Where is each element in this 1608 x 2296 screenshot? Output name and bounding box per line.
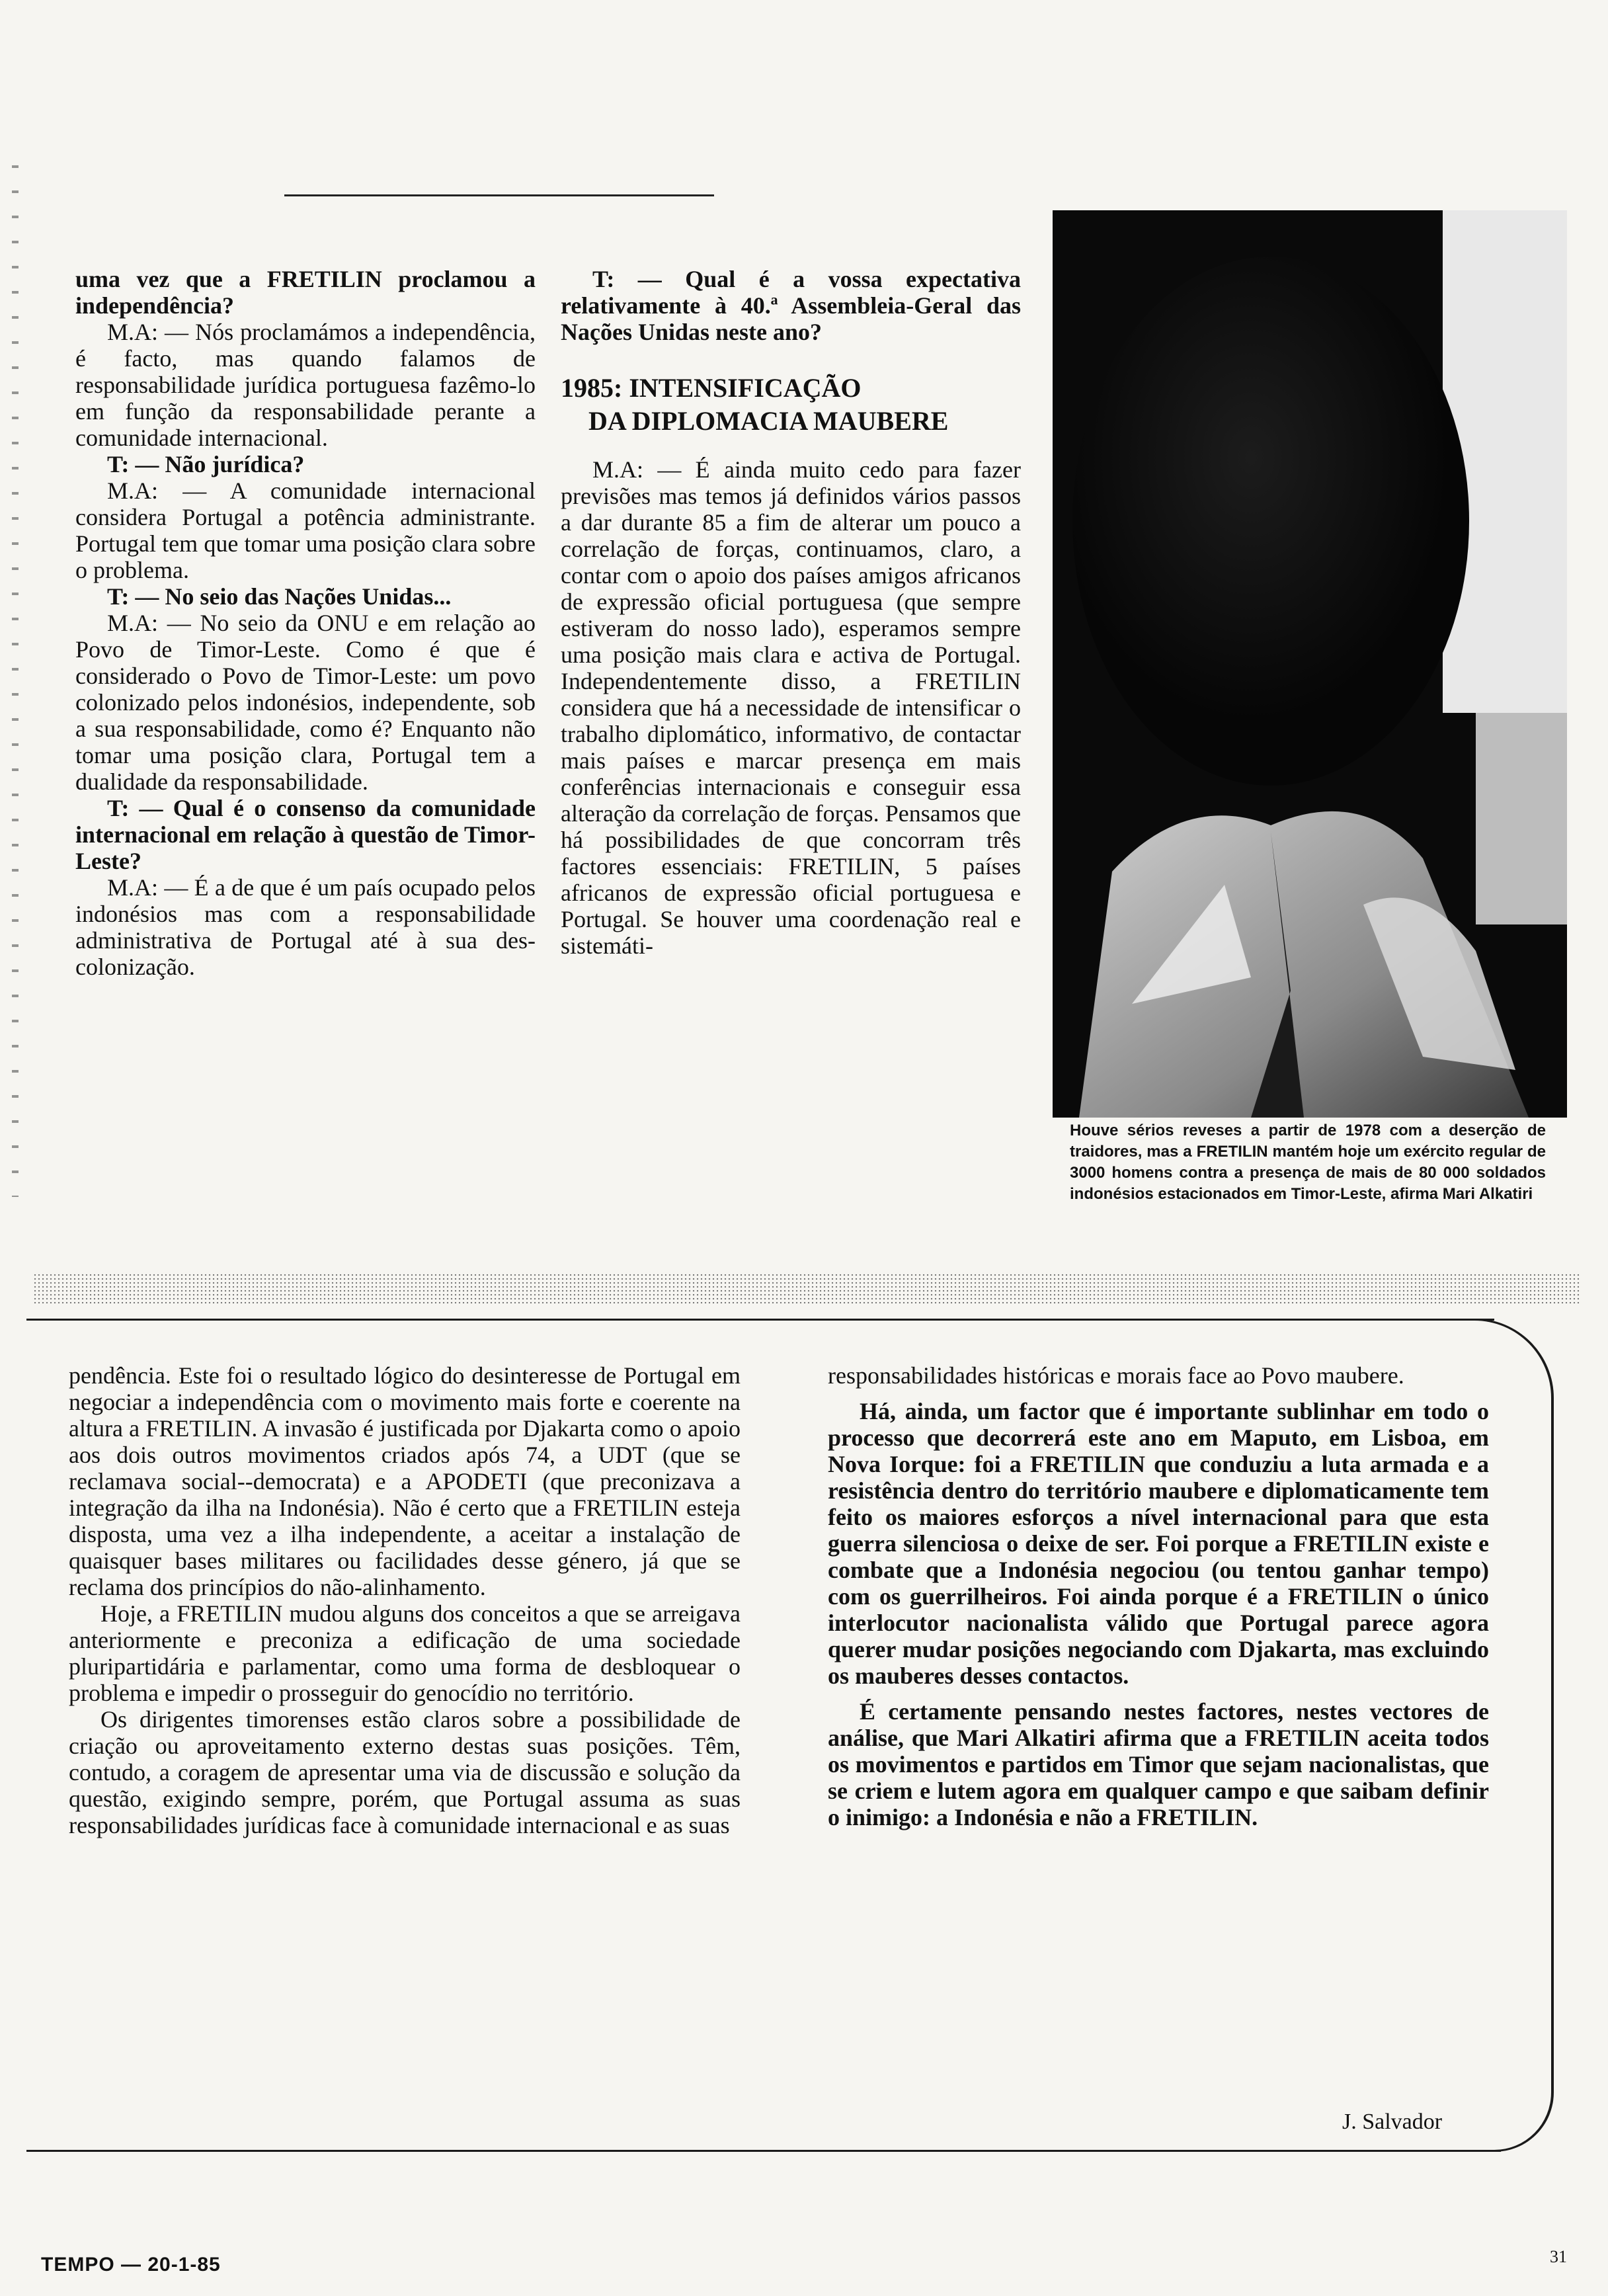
answer-2: M.A: — A comunidade internacional considera Portugal a potência administrante. Portugal tem que tomar uma posição clara sobre o problema. — [75, 477, 536, 583]
answer-5: M.A: — É ainda muito cedo para fazer previsões mas temos já definidos vários passos a dar durante 85 a fim de alterar um pouco a correlação de forças, continuamos, claro, a contar com o apoio dos países amigos africanos de expressão oficial portuguesa (que sempre estiveram do nosso lado), esperamos sempre uma posição mais clara e activa de Portugal. Independentemente disso, a FRETILIN considera que há a necessidade de intensificar o trabalho diplomático, informativo, de contactar mais países e marcar presença em mais conferências internacionais e conseguir essa alteração da correlação de forças. Pensamos que há possibilidades de que concorram três factores essenciais: FRETILIN, 5 países africanos de expressão oficial portuguesa e Portugal. Se houver uma coordenação real e sistemáti- — [561, 456, 1021, 959]
lower-left-paragraph-1: pendência. Este foi o resultado lógico do desinteresse de Portugal em negociar a independência com o movimento mais forte e coerente na altura a FRETILIN. A invasão é justificada por Djakarta como o apoio aos dois outros movimentos criados após 74, a UDT (que se reclamava social--democrata) e a APODETI (que preconizava a integração da ilha na Indonésia). Não é certo que a FRETILIN esteja disposta, uma vez a ilha independente, a aceitar a instalação de quaisquer bases militares ou facilidades desse género, já que se reclama dos princípios do não-alinhamento. — [69, 1362, 741, 1600]
left-column — [75, 266, 536, 980]
lower-left-column — [69, 1362, 741, 1838]
heading-line-2: DA DIPLOMACIA MAUBERE — [588, 406, 949, 436]
page-number: 31 — [1550, 2247, 1567, 2266]
lower-right-paragraph-1: responsabilidades históricas e morais face ao Povo maubere. — [828, 1362, 1404, 1389]
photo-caption: Houve sérios reveses a partir de 1978 com a deserção de traidores, mas a FRETILIN mantém hoje um exército regular de 3000 homens contra a presença de mais de 80 000 soldados indonésios estacionados em Timor-Leste, afirma Mari Alkatiri — [1070, 1122, 1546, 1203]
lower-left-paragraph-2: Hoje, a FRETILIN mudou alguns dos conceitos a que se arreigava anteriormente e preconiza a edificação de uma sociedade pluripartidária e parlamentar, como uma forma de desbloquear o problema e impedir o prosseguir do genocídio no território. — [69, 1600, 741, 1706]
top-rule — [284, 194, 714, 196]
lower-left-paragraph-3: Os dirigentes timorenses estão claros sobre a possibilidade de criação ou aproveitamento externo destas suas posições. Têm, contudo, a coragem de apresentar uma via de discussão e solução da questão, exigindo sempre, porém, que Portugal assuma as suas responsabilidades jurídicas face à comunidade internacional e as suas — [69, 1706, 741, 1838]
heading-line-1: 1985: INTENSIFICAÇÃO — [561, 373, 862, 403]
question-5: T: — Qual é a vossa expectativa relativamente à 40.ª Assembleia-Geral das Nações Unidas neste ano? — [561, 266, 1021, 345]
box-frame-top — [26, 1319, 1494, 1321]
answer-1: M.A: — Nós proclamámos a independência, é facto, mas quando falamos de responsabilidade jurídica portuguesa fazêmo-lo em função da responsabilidade perante a comunidade internacional. — [75, 319, 536, 451]
question-3: T: — No seio das Nações Unidas... — [107, 583, 452, 610]
lower-right-paragraph-3: É certamente pensando nestes factores, nestes vectores de análise, que Mari Alkatiri afirma que a FRETILIN aceita todos os movimentos e partidos em Timor que sejam nacionalistas, que se criem e lutem agora em qualquer campo e que saibam definir o inimigo: a Indonésia e não a FRETILIN. — [828, 1698, 1489, 1830]
question-4: T: — Qual é o consenso da comunidade internacional em relação à questão de Timor-Leste? — [75, 795, 536, 874]
answer-4: M.A: — É a de que é um país ocupado pelos indonésios mas com a responsabilidade administrativa de Portugal até à sua des-colonização. — [75, 874, 536, 980]
section-heading — [561, 372, 1021, 438]
lower-right-column — [828, 1362, 1489, 1830]
portrait-image — [1053, 210, 1567, 1118]
middle-column — [561, 266, 1021, 959]
halftone-divider — [33, 1273, 1580, 1303]
question-1: uma vez que a FRETILIN proclamou a independência? — [75, 266, 536, 319]
answer-3: M.A: — No seio da ONU e em relação ao Povo de Timor-Leste. Como é que é considerado o Povo de Timor-Leste: um povo colonizado pelos indonésios, independente, sob a sua responsabilidade, como é? Enquanto não tomar uma posição clara, Portugal tem a dualidade da responsabilidade. — [75, 610, 536, 795]
author-signature: J. Salvador — [1342, 2110, 1443, 2134]
scan-edge-marks — [12, 165, 19, 1197]
footer-publication: TEMPO — 20-1-85 — [41, 2254, 221, 2276]
question-2: T: — Não jurídica? — [107, 451, 305, 477]
portrait-photo — [1053, 210, 1567, 1118]
box-frame-bottom — [26, 2150, 1501, 2152]
lower-right-paragraph-2: Há, ainda, um factor que é importante sublinhar em todo o processo que decorrerá este ano em Maputo, em Lisboa, em Nova Iorque: foi a FRETILIN que conduziu a luta armada e a resistência dentro do território maubere e diplomaticamente tem feito os maiores esforços a nível internacional para que esta guerra silenciosa o deixe de ser. Foi porque a FRETILIN existe e combate que a Indonésia negociou (ou tentou ganhar tempo) com os guerrilheiros. Foi ainda porque é a FRETILIN o único interlocutor nacionalista válido que Portugal parece agora querer mudar posições negociando com Djakarta, mas excluindo os mauberes desses contactos. — [828, 1398, 1489, 1689]
